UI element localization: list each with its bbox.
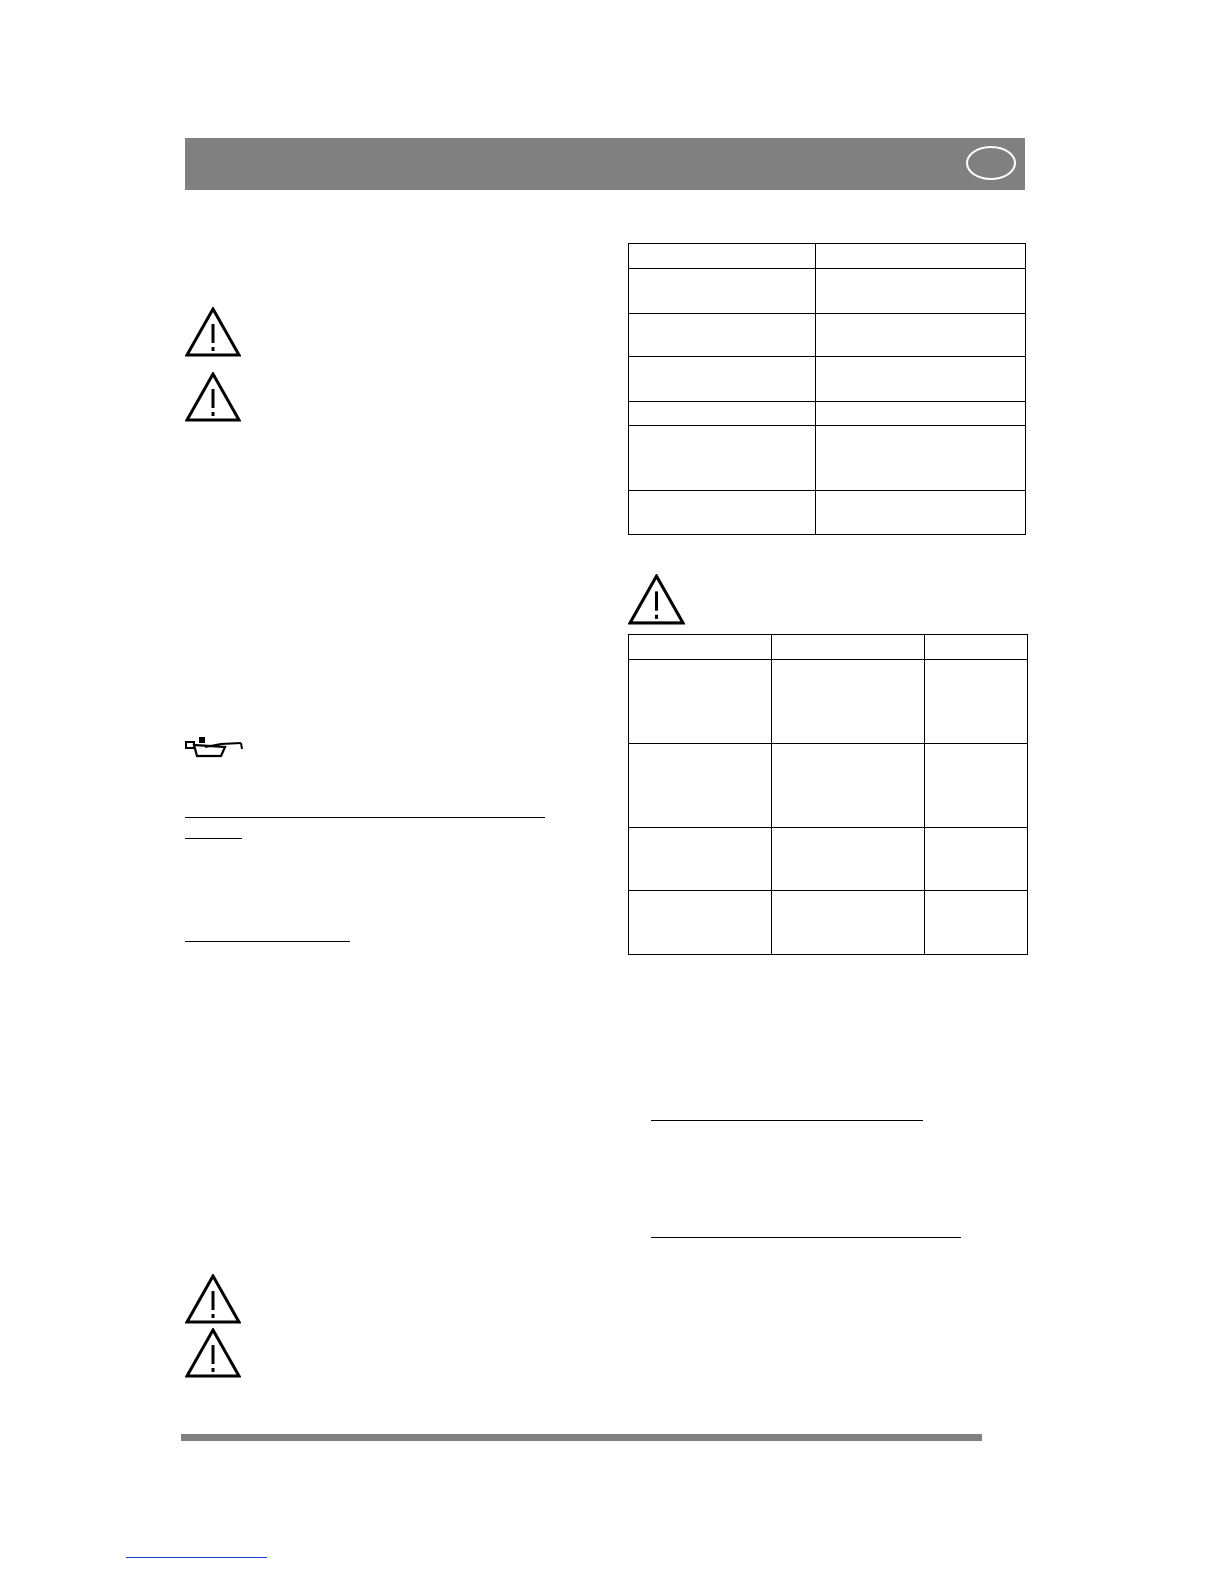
table-row [629,491,1026,535]
underline-rule [185,838,242,839]
table-cell [815,269,1025,314]
table-cell [629,744,772,828]
header-bar [185,138,1025,190]
warning-triangle-icon [185,372,241,422]
table-cell [771,891,925,955]
underline-rule [185,817,545,818]
table-cell [815,426,1025,491]
footer-bar [181,1434,982,1441]
oil-can-icon [185,736,245,762]
table-row [629,244,1026,269]
table-cell [629,402,816,426]
table-cell [629,660,772,744]
warning-triangle-icon [185,307,241,357]
table-cell [925,660,1028,744]
table-cell [925,635,1028,660]
table-cell [629,314,816,357]
table-cell [925,828,1028,891]
table-row [629,891,1028,955]
table-cell [629,269,816,314]
table-cell [629,491,816,535]
warning-triangle-icon [628,574,685,625]
table-cell [629,635,772,660]
table-cell [629,828,772,891]
table-cell [771,744,925,828]
table-row [629,635,1028,660]
underline-rule [651,1237,961,1238]
table-cell [771,635,925,660]
table-row [629,426,1026,491]
table-row [629,744,1028,828]
underline-rule [651,1120,923,1121]
table-cell [815,244,1025,269]
spec-table-1 [628,243,1026,535]
table-row [629,269,1026,314]
table-cell [771,660,925,744]
warning-triangle-icon [185,1274,241,1324]
table-row [629,828,1028,891]
table-cell [815,357,1025,402]
underline-rule [185,941,350,942]
table-cell [629,426,816,491]
table-cell [629,891,772,955]
warning-triangle-icon [185,1328,241,1378]
table-cell [629,357,816,402]
table-row [629,402,1026,426]
table-row [629,660,1028,744]
table-cell [925,744,1028,828]
table-cell [815,491,1025,535]
table-row [629,314,1026,357]
table-cell [629,244,816,269]
table-cell [815,314,1025,357]
bottom-link-underline[interactable] [126,1557,267,1558]
language-badge [966,146,1016,180]
spec-table-2 [628,634,1028,955]
table-cell [771,828,925,891]
table-cell [925,891,1028,955]
table-cell [815,402,1025,426]
table-row [629,357,1026,402]
